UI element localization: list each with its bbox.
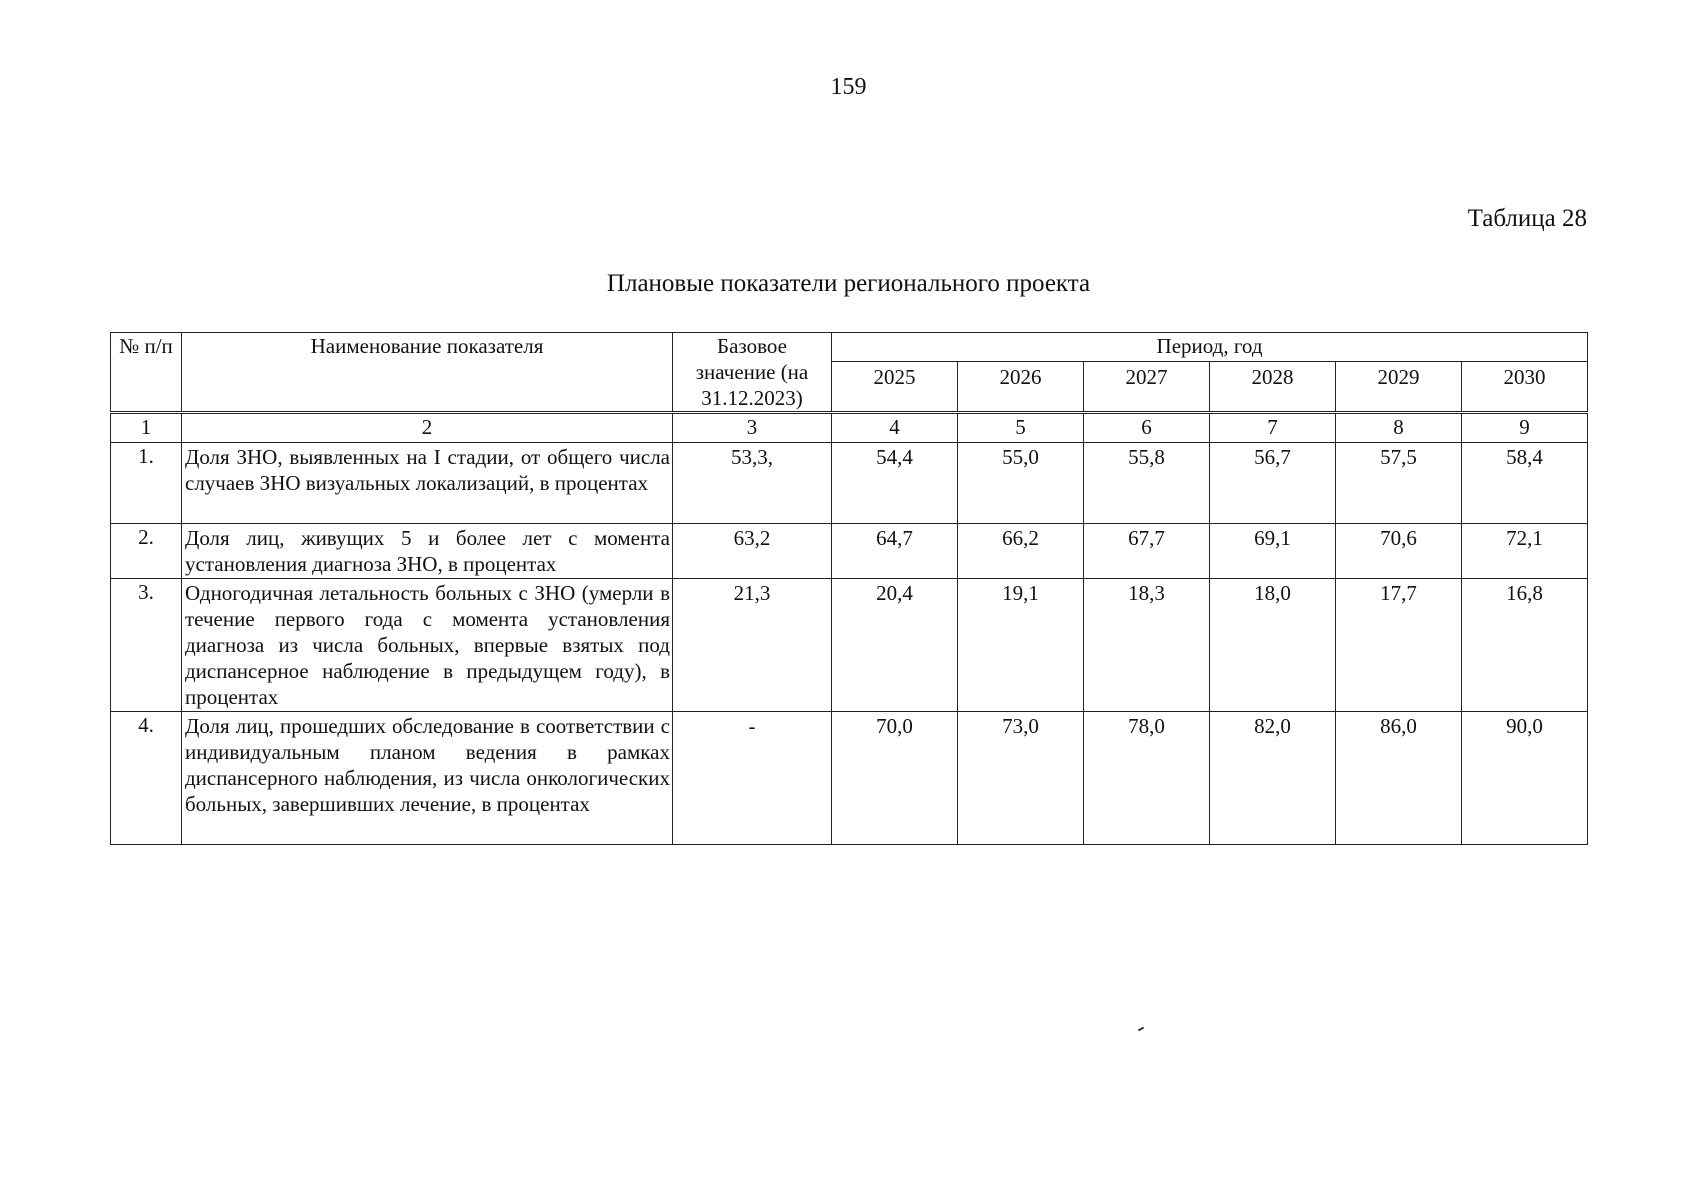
row-value: 70,6: [1336, 524, 1462, 579]
row-value: 58,4: [1462, 443, 1588, 524]
row-value: 18,0: [1210, 579, 1336, 712]
table-row: [111, 524, 1588, 579]
row-value: 55,0: [958, 443, 1084, 524]
row-base: 63,2: [673, 524, 832, 579]
column-number: 2: [182, 413, 673, 443]
row-name: Одногодичная летальность больных с ЗНО (умерли в течение первого года с момента установления диагноза из числа больных, впервые взятых под диспансерное наблюдение в предыдущем году), в процентах: [182, 579, 673, 712]
column-number: 1: [111, 413, 182, 443]
column-number: 7: [1210, 413, 1336, 443]
row-value: 17,7: [1336, 579, 1462, 712]
row-value: 54,4: [832, 443, 958, 524]
row-value: 73,0: [958, 712, 1084, 845]
row-base: 21,3: [673, 579, 832, 712]
column-number: 9: [1462, 413, 1588, 443]
row-value: 78,0: [1084, 712, 1210, 845]
table-row: [111, 712, 1588, 845]
header-year: 2030: [1462, 361, 1588, 412]
row-num: 2.: [111, 524, 182, 579]
row-value: 90,0: [1462, 712, 1588, 845]
row-name: Доля лиц, прошедших обследование в соответствии с индивидуальным планом ведения в рамках диспансерного наблюдения, из числа онкологических больных, завершивших лечение, в процентах: [182, 712, 673, 845]
header-year: 2025: [832, 361, 958, 412]
table-title: Плановые показатели регионального проекта: [606, 270, 1091, 297]
header-name: Наименование показателя: [182, 333, 673, 413]
header-year: 2029: [1336, 361, 1462, 412]
column-number-row: [111, 413, 1588, 443]
row-name: Доля ЗНО, выявленных на I стадии, от общего числа случаев ЗНО визуальных локализаций, в процентах: [182, 443, 673, 524]
header-year: 2028: [1210, 361, 1336, 412]
row-value: 72,1: [1462, 524, 1588, 579]
row-value: 57,5: [1336, 443, 1462, 524]
page-number: 159: [830, 74, 867, 100]
row-num: 3.: [111, 579, 182, 712]
row-value: 19,1: [958, 579, 1084, 712]
row-value: 56,7: [1210, 443, 1336, 524]
row-base: 53,3,: [673, 443, 832, 524]
header-period: Период, год: [832, 333, 1588, 362]
row-value: 66,2: [958, 524, 1084, 579]
row-value: 69,1: [1210, 524, 1336, 579]
row-value: 16,8: [1462, 579, 1588, 712]
header-year: 2027: [1084, 361, 1210, 412]
row-value: 55,8: [1084, 443, 1210, 524]
table-label: Таблица 28: [1467, 205, 1587, 232]
column-number: 4: [832, 413, 958, 443]
row-value: 67,7: [1084, 524, 1210, 579]
header-base: Базовое значение (на 31.12.2023): [673, 333, 832, 413]
column-number: 6: [1084, 413, 1210, 443]
row-num: 4.: [111, 712, 182, 845]
row-value: 70,0: [832, 712, 958, 845]
row-value: 20,4: [832, 579, 958, 712]
row-base: -: [673, 712, 832, 845]
stray-mark: [1138, 1027, 1144, 1032]
row-name: Доля лиц, живущих 5 и более лет с момента установления диагноза ЗНО, в процентах: [182, 524, 673, 579]
row-num: 1.: [111, 443, 182, 524]
column-number: 8: [1336, 413, 1462, 443]
column-number: 3: [673, 413, 832, 443]
table-row: [111, 443, 1588, 524]
row-value: 18,3: [1084, 579, 1210, 712]
table-row: [111, 579, 1588, 712]
row-value: 86,0: [1336, 712, 1462, 845]
header-year: 2026: [958, 361, 1084, 412]
indicators-table: [110, 332, 1588, 845]
row-value: 82,0: [1210, 712, 1336, 845]
row-value: 64,7: [832, 524, 958, 579]
column-number: 5: [958, 413, 1084, 443]
header-num: № п/п: [111, 333, 182, 413]
